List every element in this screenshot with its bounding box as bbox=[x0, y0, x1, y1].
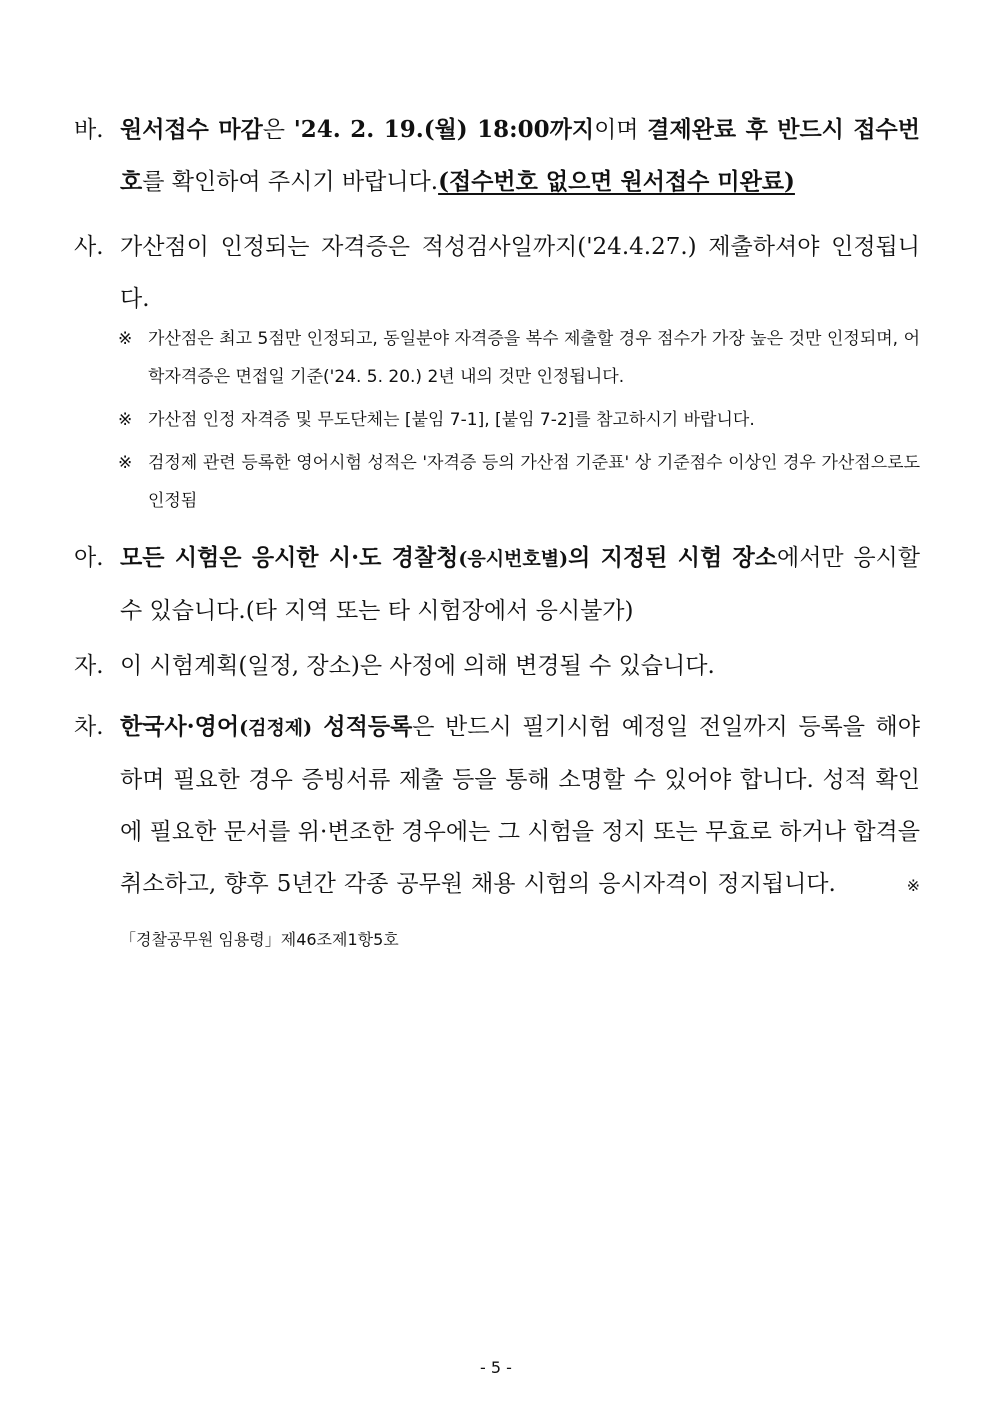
note-mark: ※ bbox=[118, 453, 133, 473]
note-mark: ※ bbox=[118, 329, 133, 349]
deadline-label: 원서접수 마감 bbox=[120, 116, 263, 143]
item-body: 원서접수 마감은 '24. 2. 19.(월) 18:00까지이며 결제완료 후 반드시 접수번호를 확인하여 주시기 바랍니다.(접수번호 없으면 원서접수 미완료) bbox=[120, 116, 920, 195]
item-marker: 차. bbox=[74, 714, 104, 740]
item-body: 한국사·영어(검정제) 성적등록은 반드시 필기시험 예정일 전일까지 등록을 해야 하며 필요한 경우 증빙서류 제출 등을 통해 소명할 수 있어야 합니다. 성적 확인에 필요한 문서를 위·변조한 경우에는 그 시험을 정지 또는 무효로 하거나 합격을 취소하고, 향후 5년간 각종 공무원 채용 시험의 응시자격이 정지됩니다. ※「경찰공무원 임용령」제46조제1항5호 bbox=[120, 713, 920, 949]
item-body: 모든 시험은 응시한 시·도 경찰청(응시번호별)의 지정된 시험 장소에서만 응시할 수 있습니다.(타 지역 또는 타 시험장에서 응시불가) bbox=[120, 544, 920, 624]
item-marker: 아. bbox=[74, 545, 104, 571]
page-number: - 5 - bbox=[480, 1358, 512, 1377]
note-3 bbox=[118, 444, 920, 520]
item-marker: 사. bbox=[74, 234, 104, 260]
note-1 bbox=[118, 320, 920, 396]
exam-location-rule: 모든 시험은 응시한 시·도 경찰청 bbox=[120, 544, 459, 571]
note-mark: ※ bbox=[118, 410, 133, 430]
legal-reference: ※「경찰공무원 임용령」제46조제1항5호 bbox=[120, 876, 920, 949]
score-registration-label: 한국사·영어 bbox=[120, 713, 240, 740]
item-ba bbox=[74, 104, 920, 208]
item-a bbox=[74, 532, 920, 637]
payment-notice: 결제완료 후 반드시 접수번호 bbox=[120, 116, 920, 195]
item-body: 가산점이 인정되는 자격증은 적성검사일까지('24.4.27.) 제출하셔야 인정됩니다. bbox=[120, 234, 920, 312]
item-body: 이 시험계획(일정, 장소)은 사정에 의해 변경될 수 있습니다. bbox=[120, 653, 715, 679]
item-ja bbox=[74, 640, 920, 692]
deadline-date: '24. 2. 19.(월) 18:00까지 bbox=[293, 116, 595, 143]
item-sa bbox=[74, 221, 920, 325]
item-marker: 바. bbox=[74, 117, 104, 143]
note-text: 검정제 관련 등록한 영어시험 성적은 '자격증 등의 가산점 기준표' 상 기준점수 이상인 경우 가산점으로도 인정됨 bbox=[148, 453, 920, 511]
incomplete-warning: (접수번호 없으면 원서접수 미완료) bbox=[438, 168, 795, 195]
note-text: 가산점은 최고 5점만 인정되고, 동일분야 자격증을 복수 제출할 경우 점수가 가장 높은 것만 인정되며, 어학자격증은 면접일 기준('24. 5. 20.) 2년 내의 것만 인정됩니다. bbox=[148, 329, 920, 387]
item-marker: 자. bbox=[74, 653, 104, 679]
note-text: 가산점 인정 자격증 및 무도단체는 [붙임 7-1], [붙임 7-2]를 참고하시기 바랍니다. bbox=[148, 410, 755, 430]
note-2 bbox=[118, 401, 920, 439]
item-cha bbox=[74, 701, 920, 966]
